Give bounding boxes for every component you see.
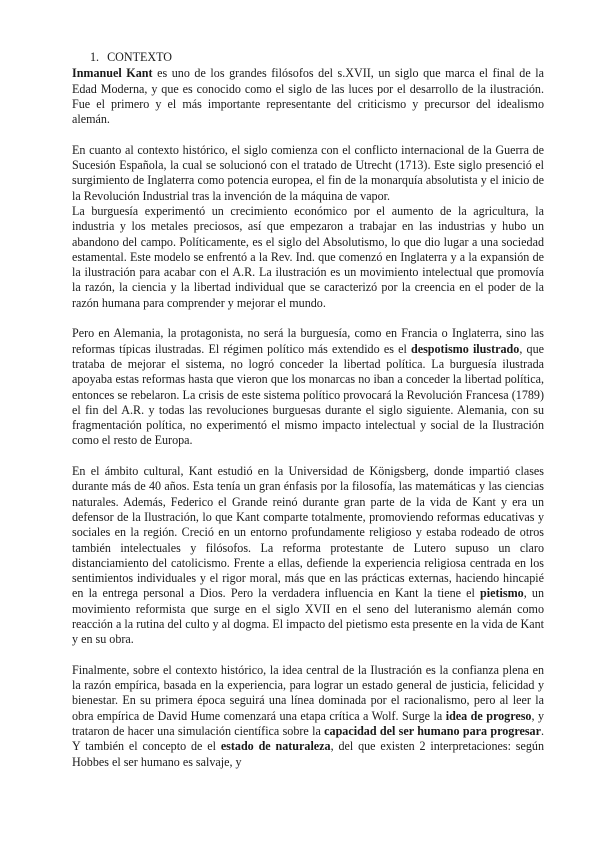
bold-term: Inmanuel Kant bbox=[72, 66, 153, 81]
bold-term: despotismo ilustrado bbox=[410, 341, 520, 356]
paragraph bbox=[72, 326, 544, 448]
text-run: es uno de los grandes filósofos del s.XVII, un siglo que marca el final de la Edad Moderna, y que es conocido como el siglo de las luces por el desarrollo de la ilustración. Fue el primero y el más importante representante del criticismo y precursor del idealismo alemán. bbox=[72, 66, 544, 127]
text-run: , que trataba de mejorar el sistema, no logró conceder la libertad política. La burguesía ilustrada apoyaba estas reformas hasta que vieron que los monarcas no iban a conceder la libertad política, entonces se rebelaron. La crisis de este sistema político provocará la Revolución Francesa (1789) el fin del A.R. y todas las revoluciones burguesas durante el siglo siguiente. Alemania, con su fragmentación política, no experimentó el mismo impacto intelectual y social de la Ilustración como el resto de Europa. bbox=[72, 341, 544, 448]
section-number: 1. bbox=[90, 50, 100, 64]
text-run: La burguesía experimentó un crecimiento económico por el aumento de la agricultura, la industria y los metales preciosos, así que empezaron a trabajar en las industrias y hubo un abandono del campo. Políticamente, es el siglo del Absolutismo, lo que dio lugar a una sociedad estamental. Este modelo se enfrentó a la Rev. Ind. que comenzó en Inglaterra y a la expansión de la ilustración para acabar con el A.R. La ilustración es un movimiento intelectual que promovía la razón, la ciencia y la libertad individual que se caracterizó por la creencia en el poder de la razón humana para comprender y mejorar el mundo. bbox=[72, 203, 544, 310]
paragraph bbox=[72, 663, 544, 770]
paragraph bbox=[72, 143, 544, 204]
section-title: CONTEXTO bbox=[107, 50, 173, 64]
section-heading bbox=[72, 50, 544, 65]
text-run: En el ámbito cultural, Kant estudió en la Universidad de Königsberg, donde impartió clases durante más de 40 años. Esta tenía un gran énfasis por la filosofía, las matemáticas y las ciencias naturales. Además, Federico el Grande reinó durante gran parte de la vida de Kant y era un defensor de la Ilustración, lo que Kant comparte totalmente, promoviendo reformas educativas y sociales en la región. Creció en un entorno profundamente religioso y estaba rodeado de otros también intelectuales y filósofos. La reforma protestante de Lutero supuso un claro distanciamiento del catolicismo. Frente a ellas, defiende la experiencia religiosa centrada en los sentimientos individuales y el rigor moral, más que en las prácticas externas, haciendo hincapié en la entrega personal a Dios. Pero la verdadera influencia en Kant la tiene el bbox=[72, 464, 544, 601]
bold-term: estado de naturaleza bbox=[220, 739, 331, 754]
body-text bbox=[72, 66, 544, 770]
bold-term: pietismo bbox=[480, 586, 524, 601]
text-run: , del que existen 2 interpretaciones: según Hobbes el ser humano es salvaje, y bbox=[72, 739, 544, 769]
text-run: . Y también el concepto de el bbox=[72, 724, 544, 754]
paragraph bbox=[72, 66, 544, 127]
text-run: Finalmente, sobre el contexto histórico, la idea central de la Ilustración es la confianza plena en la razón empírica, basada en la experiencia, para lograr un estado general de justicia, felicidad y bienestar. En su primera época seguirá una línea dominada por el racionalismo, pero al leer la obra empírica de David Hume comenzará una etapa crítica a Wolf. Surge la bbox=[72, 662, 544, 723]
text-run: , un movimiento reformista que surge en el siglo XVII en el seno del luteranismo alemán como reacción a la rutina del culto y al dogma. El impacto del pietismo esta presente en la vida de Kant y en su obra. bbox=[72, 586, 544, 647]
bold-term: capacidad del ser humano para progresar bbox=[324, 724, 541, 739]
bold-term: idea de progreso bbox=[445, 708, 532, 723]
text-run: , y trataron de hacer una simulación científica sobre la bbox=[72, 708, 545, 739]
text-run: En cuanto al contexto histórico, el siglo comienza con el conflicto internacional de la Guerra de Sucesión Española, la cual se solucionó con el tratado de Utrecht (1713). Este siglo presenció el surgimiento de Inglaterra como potencia europea, el fin de la monarquía absolutista y el inicio de la Revolución Industrial tras la invención de la máquina de vapor. bbox=[72, 142, 544, 203]
document-page bbox=[72, 50, 544, 770]
paragraph bbox=[72, 464, 544, 648]
text-run: Pero en Alemania, la protagonista, no será la burguesía, como en Francia o Inglaterra, sino las reformas típicas ilustradas. El régimen político más extendido es el bbox=[72, 326, 544, 356]
paragraph bbox=[72, 204, 544, 311]
